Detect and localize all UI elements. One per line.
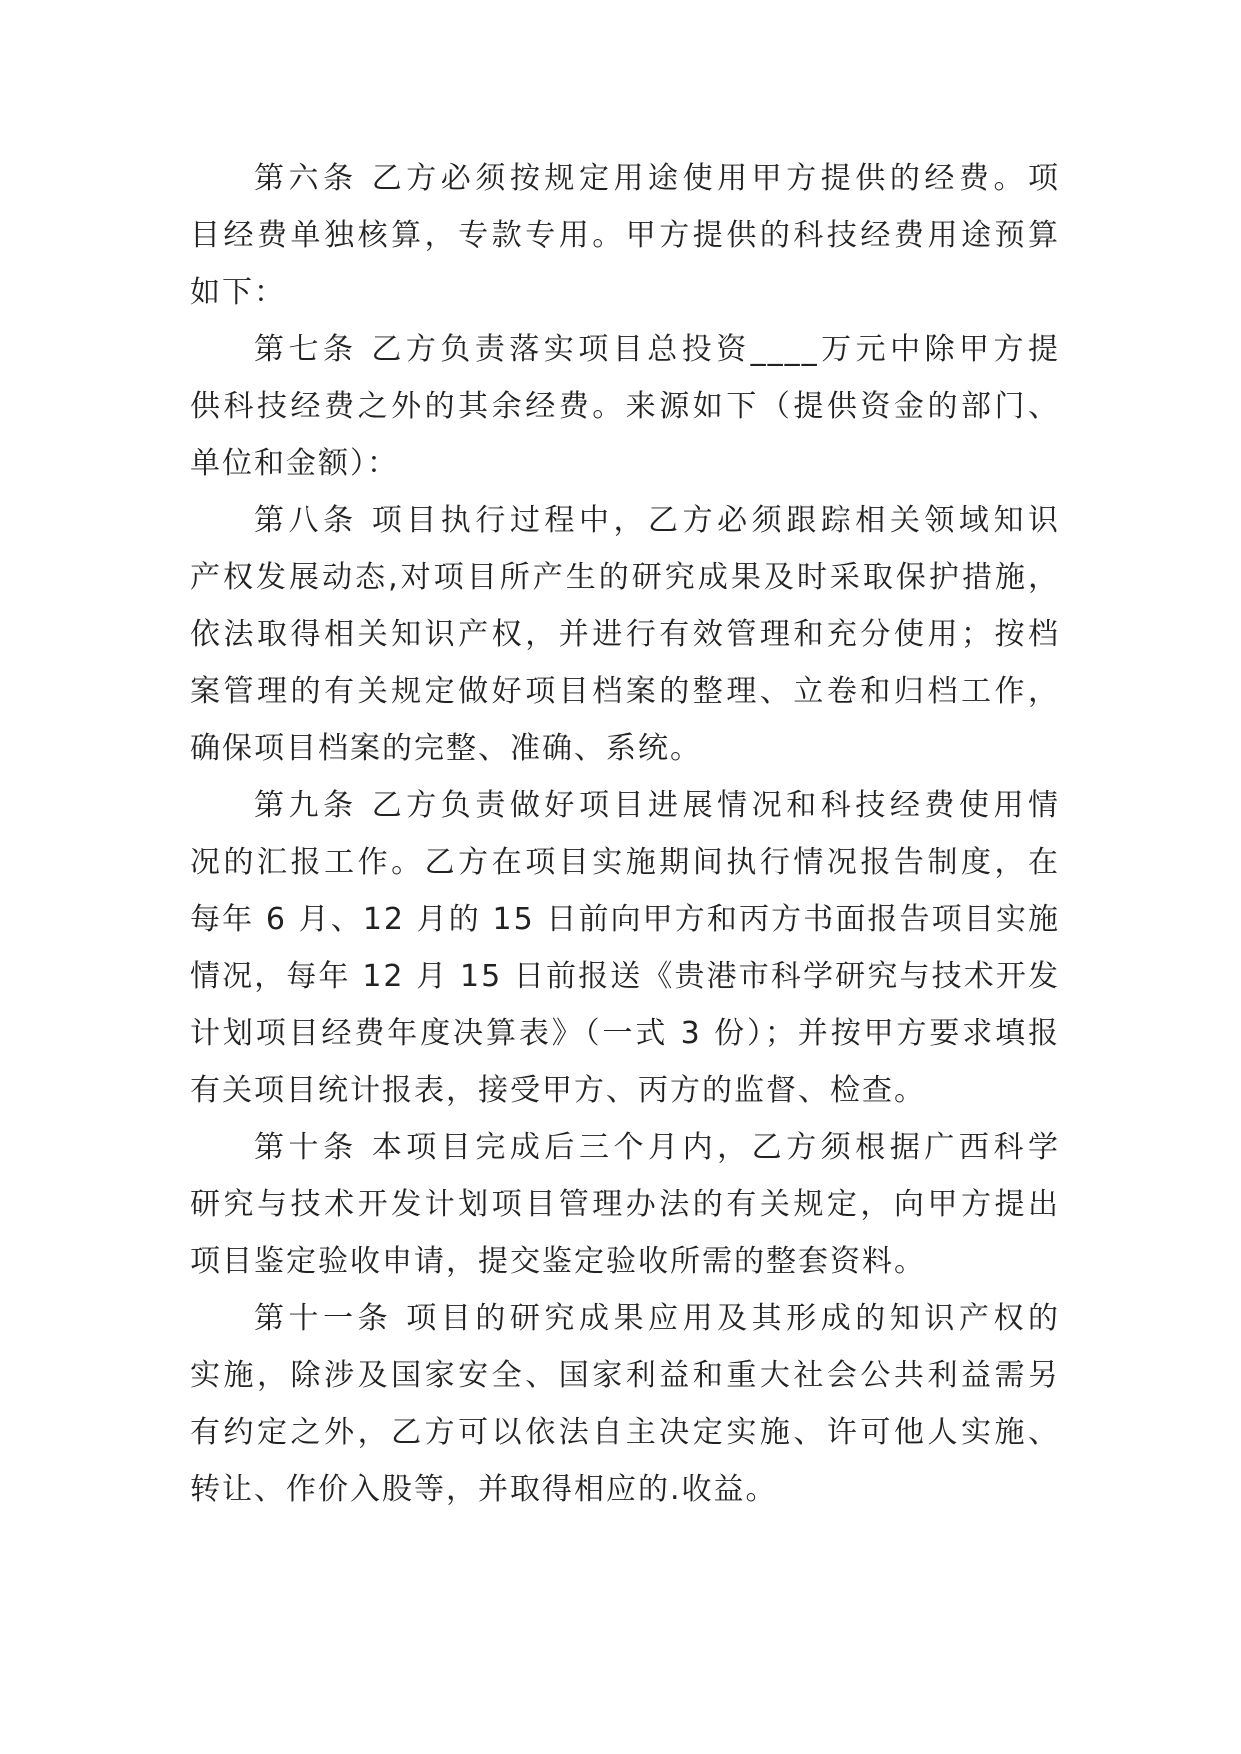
text-line: 第十条 本项目完成后三个月内，乙方须根据广西科学: [254, 1130, 1060, 1165]
text-line: 第六条 乙方必须按规定用途使用甲方提供的经费。项: [254, 161, 1060, 196]
text-line: 案管理的有关规定做好项目档案的整理、立卷和归档工作，: [190, 674, 1060, 709]
text-line: 第九条 乙方负责做好项目进展情况和科技经费使用情: [254, 788, 1060, 823]
text-line: 有关项目统计报表，接受甲方、丙方的监督、检查。: [190, 1073, 926, 1108]
text-line: 目经费单独核算，专款专用。甲方提供的科技经费用途预算: [190, 218, 1060, 253]
text-line: 第七条 乙方负责落实项目总投资____万元中除甲方提: [254, 332, 1060, 367]
text-line: 单位和金额）：: [190, 446, 399, 481]
text-line: 确保项目档案的完整、准确、系统。: [190, 731, 702, 766]
text-line: 研究与技术开发计划项目管理办法的有关规定，向甲方提出: [190, 1187, 1060, 1222]
text-line: 每年 6 月、12 月的 15 日前向甲方和丙方书面报告项目实施: [190, 902, 1060, 937]
article-6: [190, 150, 1060, 321]
article-8: [190, 492, 1060, 777]
article-10: [190, 1119, 1060, 1290]
text-line: 如下：: [190, 275, 286, 310]
article-11: [190, 1290, 1060, 1518]
text-line: 依法取得相关知识产权，并进行有效管理和充分使用；按档: [190, 617, 1060, 652]
text-line: 实施，除涉及国家安全、国家利益和重大社会公共利益需另: [190, 1358, 1060, 1393]
text-line: 有约定之外，乙方可以依法自主决定实施、许可他人实施、: [190, 1415, 1060, 1450]
text-line: 况的汇报工作。乙方在项目实施期间执行情况报告制度，在: [190, 845, 1060, 880]
text-line: 转让、作价入股等，并取得相应的.收益。: [190, 1472, 778, 1507]
text-line: 产权发展动态,对项目所产生的研究成果及时采取保护措施，: [190, 560, 1060, 595]
text-line: 供科技经费之外的其余经费。来源如下（提供资金的部门、: [190, 389, 1060, 424]
text-line: 计划项目经费年度决算表》（一式 3 份）；并按甲方要求填报: [190, 1016, 1060, 1051]
text-line: 第十一条 项目的研究成果应用及其形成的知识产权的: [254, 1301, 1060, 1336]
text-line: 项目鉴定验收申请，提交鉴定验收所需的整套资料。: [190, 1244, 926, 1279]
article-9: [190, 777, 1060, 1119]
document-body: [190, 150, 1060, 1518]
text-line: 第八条 项目执行过程中，乙方必须跟踪相关领域知识: [254, 503, 1060, 538]
text-line: 情况，每年 12 月 15 日前报送《贵港市科学研究与技术开发: [190, 959, 1060, 994]
article-7: [190, 321, 1060, 492]
